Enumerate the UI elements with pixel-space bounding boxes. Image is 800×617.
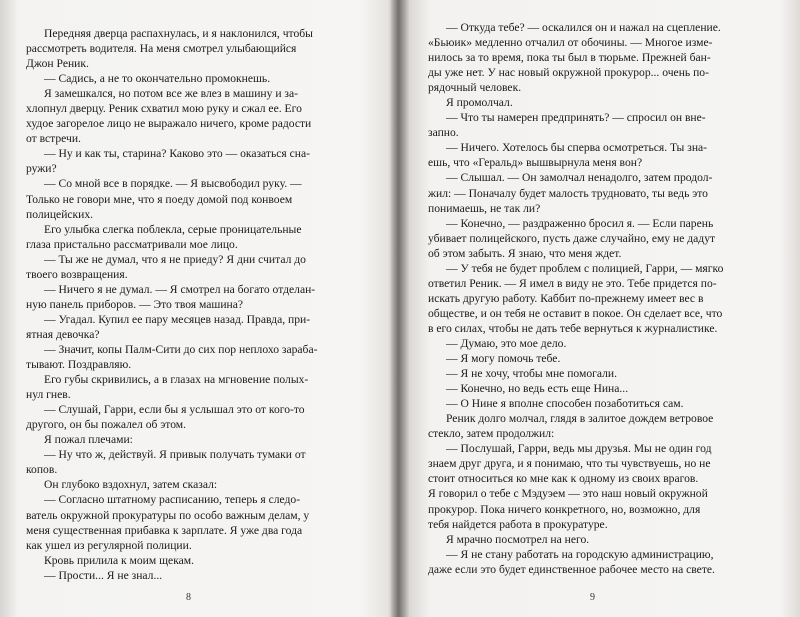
text-line: Джон Реник. <box>26 57 89 71</box>
text-line: знаем друг друга, и я понимаю, что ты чувствуешь, но не <box>428 457 711 471</box>
text-line: — Я не хочу, чтобы мне помогали. <box>446 367 618 381</box>
text-line: меня существенная прибавка к зарплате. Я уже два года <box>26 523 303 537</box>
text-line: Он глубоко вздохнул, затем сказал: <box>44 478 218 492</box>
text-line: ятная девочка? <box>26 327 100 341</box>
text-line: ную панель приборов. — Это твоя машина? <box>26 297 244 311</box>
text-line: — Слышал. — Он замолчал ненадолго, затем продол- <box>446 171 713 185</box>
text-line: — Я не стану работать на городскую администрацию, <box>446 547 714 561</box>
right-page-text <box>428 20 770 577</box>
text-line: — Конечно, — раздраженно бросил я. — Если парень <box>446 216 714 230</box>
text-line: нилось за то время, пока ты был в тюрьме. Прежней бан- <box>428 51 711 65</box>
text-line: — Значит, копы Палм-Сити до сих пор неплохо зараба- <box>44 342 318 356</box>
text-line: как ушел из регулярной полиции. <box>26 538 192 552</box>
text-line: убивает полицейского, пусть даже случайно, ему не дадут <box>428 231 716 245</box>
text-line: — У тебя не будет проблем с полицией, Гарри, — мягко <box>446 261 724 275</box>
text-line: даже если это будет единственное рабочее место на свете. <box>428 562 715 576</box>
text-line: прокурор. Пока ничего конкретного, но, возможно, для <box>428 502 701 516</box>
text-line: Только не говори мне, что я поеду домой под конвоем <box>26 192 293 206</box>
text-line: худое загорелое лицо не выражало ничего, кроме радости <box>26 117 312 131</box>
left-page-text <box>26 26 362 583</box>
text-line: в его силах, чтобы не дать тебе вернуться к журналистике. <box>428 321 718 335</box>
text-line: — Откуда тебе? — оскалился он и нажал на сцепление. <box>446 21 721 34</box>
text-line: — Ничего я не думал. — Я смотрел на богато отделан- <box>44 282 316 296</box>
text-line: Я говорил о тебе с Мэдуэем — это наш новый окружной <box>428 487 708 501</box>
text-line: понимаешь, не так ли? <box>428 201 541 215</box>
text-line: — Ты же не думал, что я не приеду? Я дни считал до <box>44 252 306 266</box>
text-line: тывают. Поздравляю. <box>26 358 132 372</box>
text-line: полицейских. <box>26 207 94 221</box>
text-line: — Я могу помочь тебе. <box>446 352 561 366</box>
text-line: — Согласно штатному расписанию, теперь я следо- <box>44 493 301 507</box>
text-line: стоит относиться ко мне как к одному из своих врагов. <box>428 472 699 486</box>
text-line: хлопнул дверцу. Реник схватил мою руку и сжал ее. Его <box>26 102 302 116</box>
text-line: — Угадал. Купил ее пару месяцев назад. Правда, при- <box>44 312 311 326</box>
text-line: Его губы скривились, а в глазах на мгновение полых- <box>44 373 309 387</box>
text-line: — О Нине я вполне способен позаботиться сам. <box>446 397 684 411</box>
text-line: рассмотреть водителя. На меня смотрел улыбающийся <box>26 42 297 56</box>
text-line: копов. <box>26 463 58 477</box>
text-line: Его улыбка слегка поблекла, серые проницательные <box>44 222 302 236</box>
text-line: — Ничего. Хотелось бы сперва осмотреться. Ты зна- <box>446 141 708 155</box>
text-line: ватель окружной прокуратуры по особо важным делам, у <box>26 508 310 522</box>
text-line: — Послушай, Гарри, ведь мы друзья. Мы не один год <box>446 442 712 456</box>
text-line: стекло, затем продолжил: <box>428 427 555 441</box>
text-line: ды уже нет. У нас новый окружной прокурор... очень по- <box>428 66 709 80</box>
text-line: от встречи. <box>26 132 81 146</box>
text-line: твоего возвращения. <box>26 267 128 281</box>
right-page-number: 9 <box>590 592 595 603</box>
text-line: рядочный человек. <box>428 81 522 95</box>
text-line: нул гнев. <box>26 388 71 402</box>
text-line: Я пожал плечами: <box>44 433 133 447</box>
text-line: — Что ты намерен предпринять? — спросил он вне- <box>446 111 706 125</box>
text-line: тебя найдется работа в прокуратуре. <box>428 517 608 531</box>
text-line: — Ну и как ты, старина? Каково это — оказаться сна- <box>44 147 310 161</box>
text-line: Я замешкался, но потом все же влез в машину и за- <box>44 87 299 101</box>
text-line: об этом забыть. Я знаю, что меня ждет. <box>428 246 622 260</box>
text-line: жил: — Поначалу будет малость трудновато, ты ведь это <box>428 186 708 200</box>
left-page <box>0 0 396 617</box>
text-line: — Ну что ж, действуй. Я привык получать тумаки от <box>44 448 306 462</box>
text-line: Я мрачно посмотрел на него. <box>446 532 590 546</box>
text-line: Я промолчал. <box>446 96 513 110</box>
text-line: другого, он бы пожалел об этом. <box>26 418 187 432</box>
text-line: — Слушай, Гарри, если бы я услышал это от кого-то <box>44 403 305 417</box>
right-page <box>404 0 800 617</box>
text-line: — Прости... Я не знал... <box>44 568 163 582</box>
text-line: — Думаю, это мое дело. <box>446 336 567 350</box>
text-line: — Конечно, но ведь есть еще Нина... <box>446 382 629 396</box>
left-page-number: 8 <box>186 592 191 603</box>
text-line: ешь, что «Геральд» вышвырнула меня вон? <box>428 156 643 170</box>
text-line: запно. <box>428 126 459 140</box>
text-line: Реник долго молчал, глядя в залитое дождем ветровое <box>446 412 714 426</box>
text-line: ружи? <box>26 162 57 176</box>
text-line: искать другую работу. Каббит по-прежнему имеет вес в <box>428 291 704 305</box>
text-line: Кровь прилила к моим щекам. <box>44 553 195 567</box>
text-line: обществе, и он тебя не оставит в покое. Он сделает все, что <box>428 306 723 320</box>
text-line: «Бьюик» медленно отчалил от обочины. — Многое изме- <box>428 36 713 50</box>
text-line: — Садись, а не то окончательно промокнешь. <box>44 72 271 86</box>
text-line: — Со мной все в порядке. — Я высвободил руку. — <box>44 177 302 191</box>
text-line: глаза пристально рассматривали мое лицо. <box>26 237 238 251</box>
text-line: ответил Реник. — Я имел в виду не это. Тебе придется по- <box>428 276 717 290</box>
text-line: Передняя дверца распахнулась, и я наклонился, чтобы <box>44 27 313 40</box>
